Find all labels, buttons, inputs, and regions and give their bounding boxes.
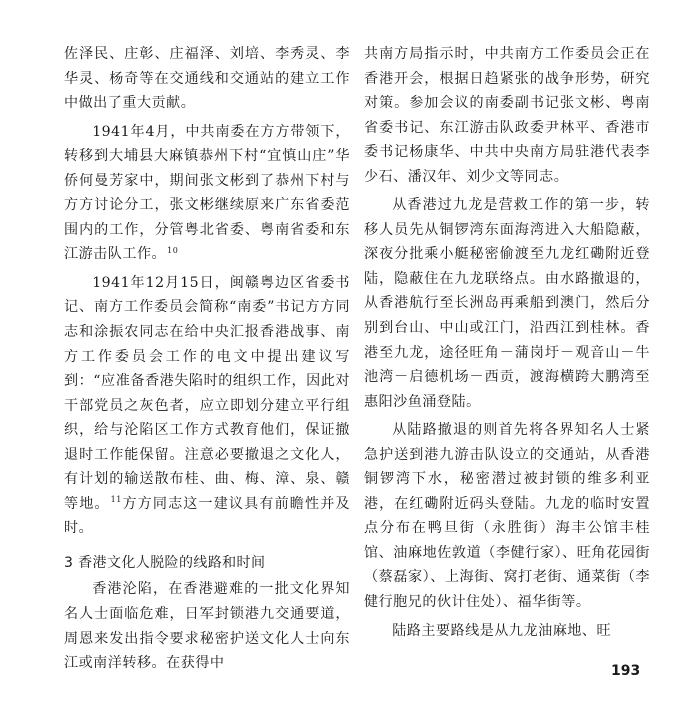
paragraph-text: 1941年4月，中共南委在方方带领下，转移到大埔县大麻镇恭州下村“宜慎山庄”华侨何曼芳家中，期间张文彬到了恭州下村与方方讨论分工，张文彬继续原来广东省委范围内的工作，分管粤北省委、粤南省委和东江游击队工作。	[64, 123, 350, 263]
right-column	[364, 42, 650, 643]
section-heading: 3 香港文化人脱险的线路和时间	[64, 554, 266, 571]
paragraph-text: 1941年12月15日，闽赣粤边区省委书记、南方工作委员会简称“南委”书记方方同志和涂振农同志在给中央汇报香港战事、南方工作委员会工作的电文中提出建议写到：“应准备香港失陷时的组织工作，因此对干部党员之灰色者，应立即划分建立平行组织，给与沦陷区工作方式教育他们，保证撤退时工作能保留。注意必要撤退之文化人，有计划的输送散布桂、曲、梅、漳、泉、赣等地。	[64, 274, 350, 512]
footnote-marker: 10	[167, 245, 179, 255]
footnote-marker: 11	[110, 495, 122, 505]
paragraph: 佐泽民、庄彰、庄福泽、刘培、李秀灵、李华灵、杨奇等在交通线和交通站的建立工作中做出了重大贡献。	[64, 46, 350, 112]
paragraph: 陆路主要路线是从九龙油麻地、旺	[392, 622, 612, 639]
paragraph: 香港沦陷，在香港避难的一批文化界知名人士面临危难，日军封锁港九交通要道，周恩来发出指令要求秘密护送文化人士向东江或南洋转移。在获得中	[64, 581, 350, 672]
paragraph: 从陆路撤退的则首先将各界知名人士紧急护送到港九游击队设立的交通站，从香港铜锣湾下水，秘密潜过被封锁的维多利亚港，在红磡附近码头登陆。九龙的临时安置点分布在鸭旦街（永胜街）海丰公馆丰桂馆、油麻地佐敦道（李健行家）、旺角花园街（蔡磊家）、上海街、窝打老街、通菜街（李健行胞兄的伙计住处）、福华街等。	[364, 422, 650, 611]
page-number: 193	[611, 663, 641, 679]
paragraph-text: 方方同志这一建议具有前瞻性并及时。	[64, 495, 351, 537]
left-column	[64, 42, 350, 676]
paragraph	[64, 271, 350, 541]
paragraph: 从香港过九龙是营救工作的第一步，转移人员先从铜锣湾东面海湾进入大船隐蔽，深夜分批乘小艇秘密偷渡至九龙红磡附近登陆，隐蔽住在九龙联络点。由水路撤退的，从香港航行至长洲岛再乘船到澳门，然后分别到台山、中山或江门，沿西江到桂林。香港至九龙，途径旺角－蒲岗圩－观音山－牛池湾－启德机场－西贡，渡海横跨大鹏湾至惠阳沙鱼涌登陆。	[364, 197, 650, 410]
paragraph	[64, 120, 350, 267]
paragraph: 共南方局指示时，中共南方工作委员会正在香港开会，根据日趋紧张的战争形势，研究对策。参加会议的南委副书记张文彬、粤南省委书记、东江游击队政委尹林平、香港市委书记杨康华、中共中央南方局驻港代表李少石、潘汉年、刘少文等同志。	[364, 46, 650, 185]
